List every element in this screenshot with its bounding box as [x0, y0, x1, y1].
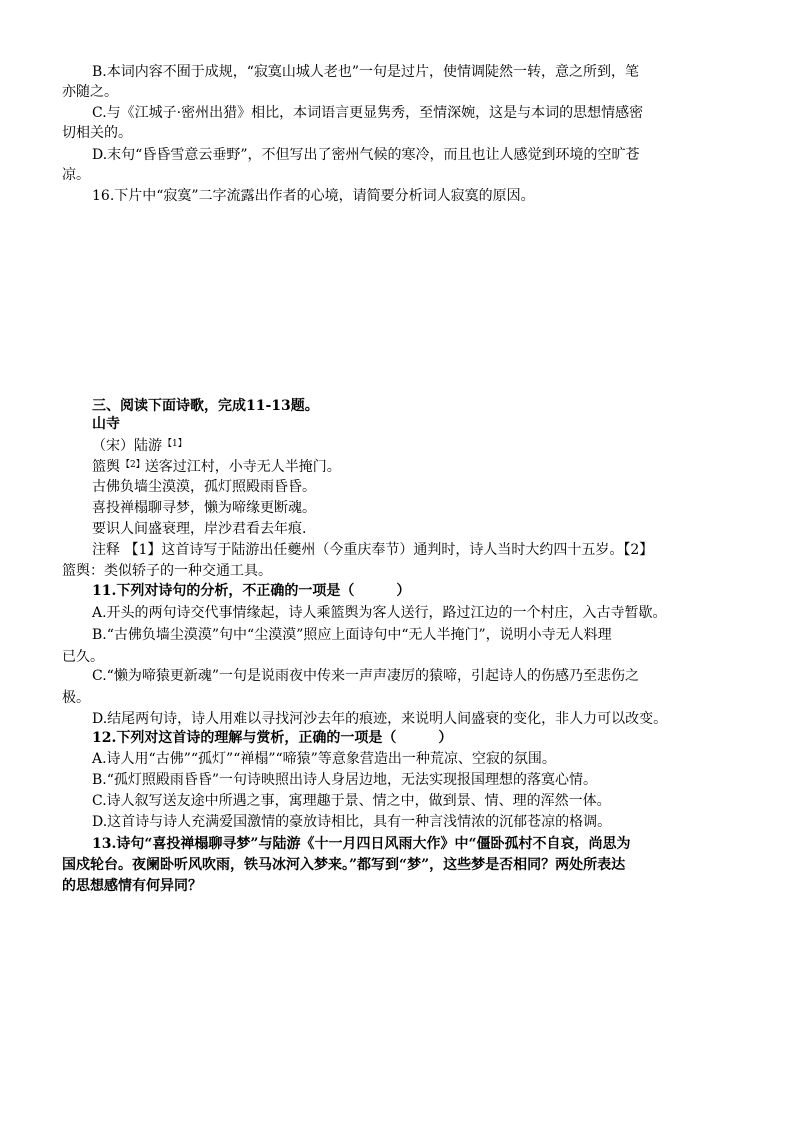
- q11-option-b-line1: B.“古佛负墙尘漠漠”句中“尘漠漠”照应上面诗句中“无人半掩门”，说明小寺无人料理: [92, 627, 612, 643]
- poem-line-1: [92, 455, 341, 477]
- q12-option-d: D.这首诗与诗人充满爱国激情的豪放诗相比，具有一种言浅情浓的沉郁苍凉的格调。: [92, 814, 612, 830]
- q11-option-b-line2: 已久。: [62, 649, 104, 665]
- q11-option-c-line2: 极。: [62, 690, 90, 706]
- q11-option-c-line1: C.“懒为啼猿更新魂”一句是说雨夜中传来一声声凄厉的猿啼，引起诗人的伤感乃至悲伤之: [92, 668, 639, 684]
- q12-option-a: A.诗人用“古佛”“孤灯”“禅榻”“啼猿”等意象营造出一种荒凉、空寂的氛围。: [92, 751, 556, 767]
- poem-note-marker: 【2】: [121, 460, 145, 470]
- option-b-line2: 亦随之。: [62, 84, 118, 100]
- option-c-line2: 切相关的。: [62, 125, 132, 141]
- option-d-line2: 凉。: [62, 167, 90, 183]
- question-13-line1: 13.诗句“喜投禅榻聊寻梦”与陆游《十一月四日风雨大作》中“僵卧孤村不自哀，尚思为: [92, 836, 631, 852]
- question-13-line3: 的思想感情有何异同？: [62, 878, 202, 894]
- poem-line-1-start: 篮舆: [92, 459, 120, 475]
- question-11-stem: 11.下列对诗句的分析，不正确的一项是（ ）: [92, 583, 411, 599]
- q11-option-d: D.结尾两句诗，诗人用难以寻找河沙去年的痕迹，来说明人间盛衰的变化，非人力可以改变。: [92, 711, 668, 727]
- question-16: 16.下片中“寂寞”二字流露出作者的心境，请简要分析词人寂寞的原因。: [92, 188, 535, 204]
- question-12-stem: 12.下列对这首诗的理解与赏析，正确的一项是（ ）: [92, 730, 453, 746]
- author-note-marker: 【1】: [163, 439, 187, 449]
- option-d-line1: D.末句“昏昏雪意云垂野”，不但写出了密州气候的寒冷，而且也让人感觉到环境的空旷苍: [92, 147, 640, 163]
- poem-line-4: 要识人间盛衰理，岸沙君看去年痕.: [92, 521, 307, 537]
- poem-line-3: 喜投禅榻聊寻梦，懒为啼缘更断魂。: [92, 500, 316, 516]
- option-c-line1: C.与《江城子·密州出猎》相比，本词语言更显隽秀，至情深婉，这是与本词的思想情感密: [92, 105, 644, 121]
- section-heading: 三、阅读下面诗歌，完成11-13题。: [92, 398, 319, 414]
- author-text: （宋）陆游: [92, 438, 162, 454]
- poem-notes-line2: 篮舆：类似轿子的一种交通工具。: [62, 563, 272, 579]
- poem-line-2: 古佛负墙尘漠漠，孤灯照殿雨昏昏。: [92, 479, 316, 495]
- option-b-line1: B.本词内容不囿于成规，“寂寞山城人老也”一句是过片，使情调陡然一转，意之所到，笔: [92, 64, 640, 80]
- poem-line-1-end: 送客过江村，小寺无人半掩门。: [144, 459, 341, 475]
- poem-title: 山寺: [92, 416, 120, 432]
- poem-notes-line1: 注释 【1】这首诗写于陆游出任夔州（今重庆奉节）通判时，诗人当时大约四十五岁。【2】: [92, 542, 654, 558]
- poem-author: [92, 434, 187, 456]
- q12-option-c: C.诗人叙写送友途中所遇之事，寓理趣于景、情之中，做到景、情、理的浑然一体。: [92, 793, 611, 809]
- q11-option-a: A.开头的两句诗交代事情缘起，诗人乘篮舆为客人送行，路过江边的一个村庄，入古寺暂歇。: [92, 605, 667, 621]
- q12-option-b: B.“孤灯照殿雨昏昏”一句诗映照出诗人身居边地，无法实现报国理想的落寞心情。: [92, 772, 598, 788]
- question-13-line2: 国戍轮台。夜阑卧听风吹雨，铁马冰河入梦来。”都写到“梦”，这些梦是否相同？两处所表达: [62, 857, 626, 873]
